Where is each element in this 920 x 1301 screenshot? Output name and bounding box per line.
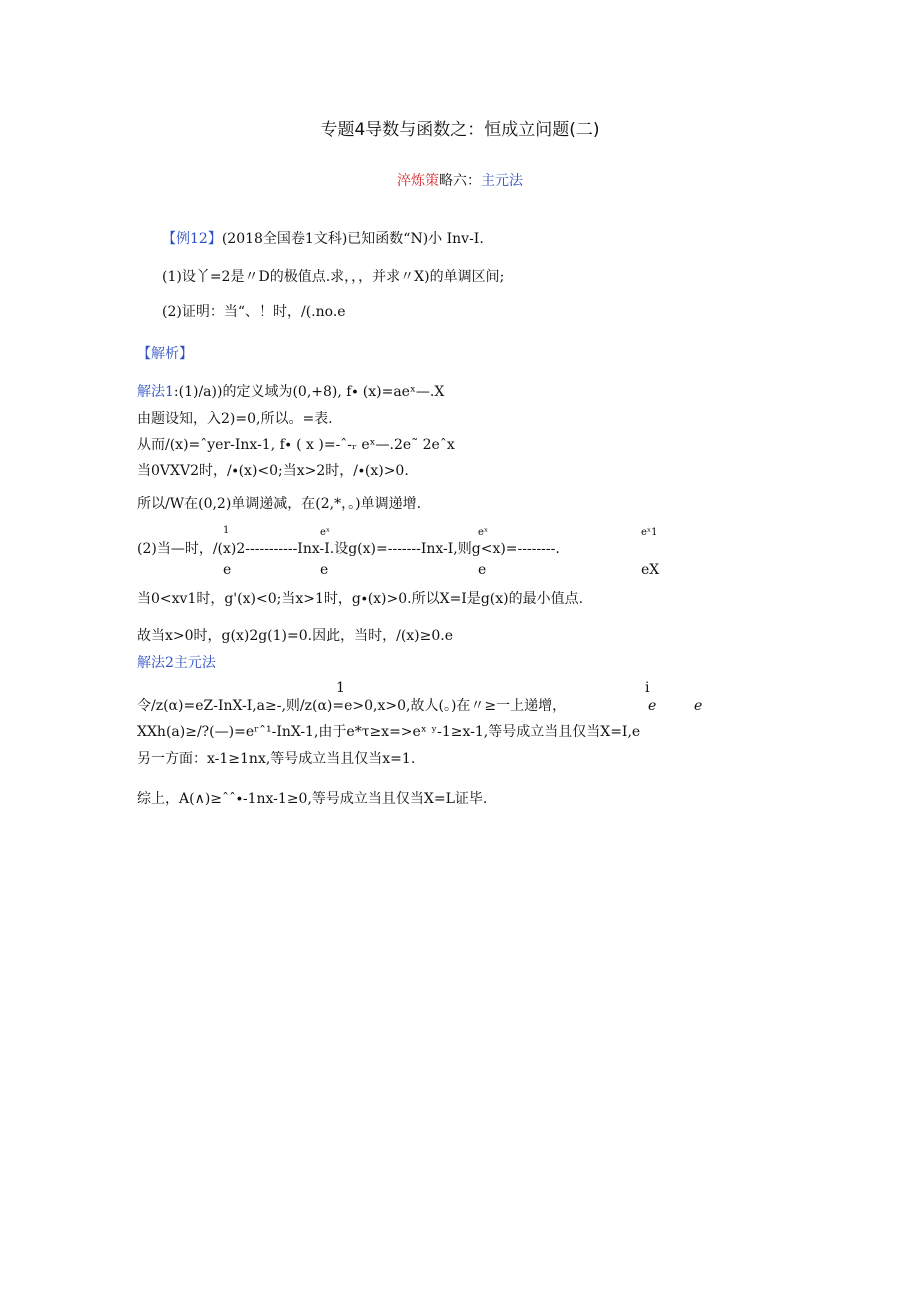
method2-heading: 解法2主元法 — [137, 655, 216, 671]
subtitle-middle-part: 略六： — [439, 173, 481, 189]
method1-line7: 当0<xv1时，g'(x)<0;当x>1时，g∙(x)>0.所以X=I是g(x)的最小值点. — [137, 591, 584, 607]
method1-line2: 由题设知，入2)=0,所以。=表. — [137, 411, 333, 427]
method1-line3: 从而/(x)=ˆyer-Inx-1, f∙ ( x )=-ˆ-ᵣ eˣ—.2e˜ 2eˆx — [137, 437, 455, 453]
fraction-denominator: e — [478, 562, 487, 578]
fraction-numerator: eˣ1 — [641, 527, 658, 538]
question-1: (1)设丫=2是〃D的极值点.求，，，并求〃X)的单调区间; — [162, 269, 505, 285]
method2-tail: e — [648, 698, 657, 714]
question-2: (2)证明：当“、！时，/(.no.e — [162, 304, 346, 320]
method2-tail: e — [694, 698, 703, 714]
fraction-denominator: e — [320, 562, 329, 578]
fraction-denominator: eX — [641, 562, 660, 578]
subtitle-red-part: 淬炼策 — [397, 173, 439, 189]
example-stem: (2018全国卷1文科)已知函数“N)小 Inv-I. — [221, 231, 484, 247]
method2-line1: 令/z(α)=eZ-InX-I,a≥-,则/z(α)=e>0,x>0,故人(。)在〃≥一上递增， — [137, 698, 567, 714]
method1-label: 解法1 — [137, 384, 174, 400]
method1-line6: (2)当—时，/(x)2-----------Inx-I.设g(x)=-------Inx-I,则g<x)=--------. — [137, 541, 560, 557]
fraction-numerator: eˣ — [320, 527, 331, 538]
method2-superscript: 1 — [336, 680, 345, 696]
example-tag: 【例12】 — [162, 231, 222, 247]
method2-conclusion: 综上，A(∧)≥ˆˆ∙-1nx-1≥0,等号成立当且仅当X=L证毕. — [137, 791, 488, 807]
fraction-numerator: 1 — [223, 525, 230, 536]
fraction-numerator: eˣ — [478, 527, 489, 538]
document-title: 专题4导数与函数之：恒成立问题(二) — [320, 120, 600, 140]
method1-line5: 所以/W在(0,2)单调递减，在(2,*，。)单调递增. — [137, 496, 422, 512]
method2-line2: XXh(a)≥/?(—)=eʳˆ¹-InX-1,由于e*τ≥x=>eˣ ʸ-1≥x-1,等号成立当且仅当X=I,e — [137, 724, 641, 740]
method1-line1 — [137, 383, 444, 401]
strategy-subtitle — [0, 172, 920, 190]
method1-line1-text: :(1)/a))的定义域为(0,+8), f∙ (x)=aeˣ—.X — [173, 384, 445, 400]
fraction-denominator: e — [223, 562, 232, 578]
method2-superscript: i — [645, 680, 650, 696]
subtitle-blue-part: 主元法 — [481, 173, 523, 189]
method1-line8: 故当x>0时，g(x)2g(1)=0.因此，当时，/(x)≥0.e — [137, 628, 454, 644]
method2-line3: 另一方面：x-1≥1nx,等号成立当且仅当x=1. — [137, 751, 416, 767]
method1-line4: 当0VXV2时，/∙(x)<0;当x>2时，/∙(x)>0. — [137, 463, 409, 479]
example-line — [162, 230, 484, 248]
analysis-heading: 【解析】 — [137, 346, 193, 362]
